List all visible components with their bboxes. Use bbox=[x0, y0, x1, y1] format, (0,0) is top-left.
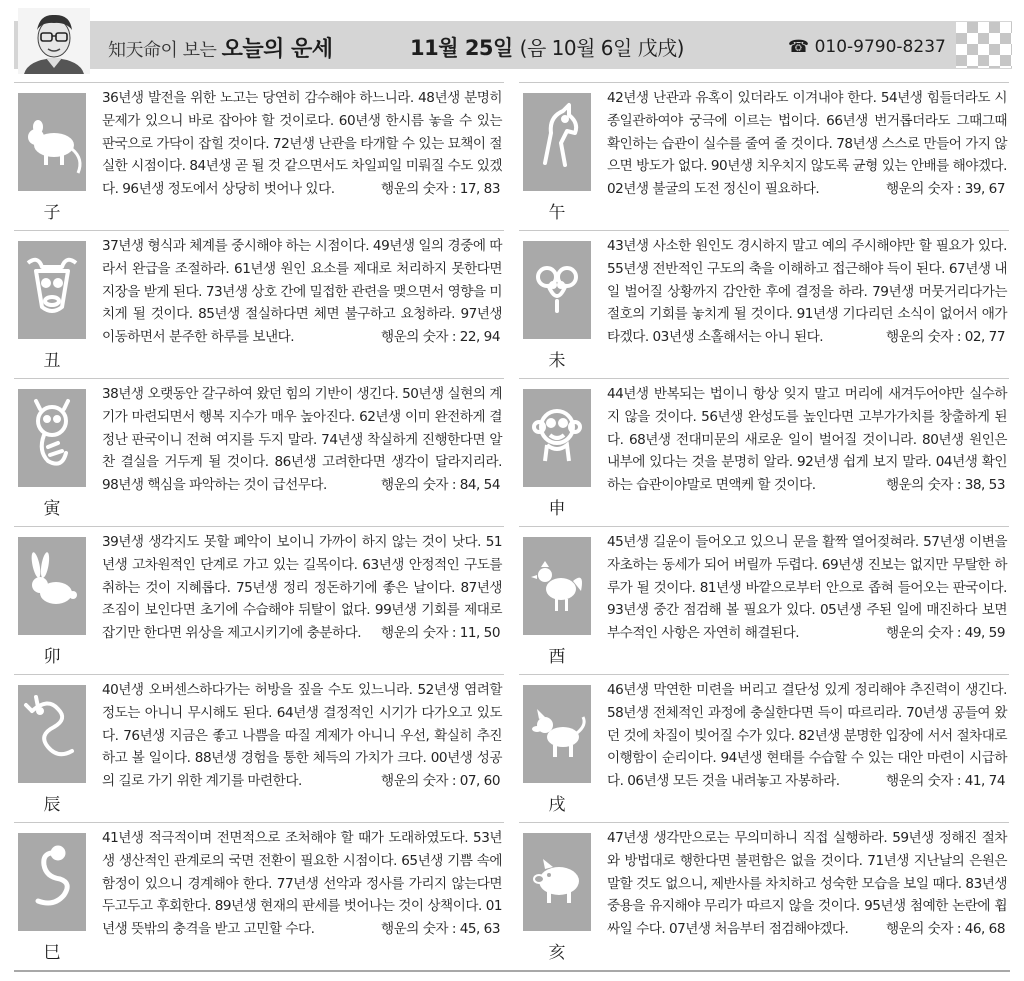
horse-icon bbox=[523, 93, 591, 191]
fortune-text bbox=[102, 383, 502, 497]
zodiac-sign: 寅 bbox=[43, 499, 61, 519]
title-main: 오늘의 운세 bbox=[221, 37, 333, 62]
solar-date: 11월 25일 bbox=[410, 36, 513, 60]
fortune-body: 38년생 오랫동안 갈구하여 왔던 힘의 기반이 생긴다. 50년생 실현의 계기가 마련되면서 행복 지수가 매우 높아진다. 62년생 이미 완전하게 결정난 판국이니 전혀 여지를 두지 말라. 74년생 착실하게 진행한다면 알찬 결실을 거두게 될 것이다. 86년생 고려한다면 생각이 달라지리라. 98년생 핵심을 파악하는 것이 급선무다. bbox=[102, 386, 502, 494]
dog-icon bbox=[523, 685, 591, 783]
snake-icon bbox=[18, 833, 86, 931]
fortune-text bbox=[607, 87, 1007, 201]
ox-icon bbox=[18, 241, 86, 339]
zodiac-sign: 辰 bbox=[43, 795, 61, 815]
lucky-numbers: 행운의 숫자 : 02, 77 bbox=[886, 329, 1005, 346]
zodiac-sign: 丑 bbox=[43, 351, 61, 371]
zodiac-entry-horse bbox=[519, 82, 1009, 231]
checker-pattern-decoration bbox=[956, 22, 1012, 68]
lucky-numbers: 행운의 숫자 : 11, 50 bbox=[381, 625, 500, 642]
fortune-text bbox=[607, 827, 1007, 941]
zodiac-entry-dog bbox=[519, 675, 1009, 823]
lucky-numbers: 행운의 숫자 : 49, 59 bbox=[886, 625, 1005, 642]
lunar-date: (음 10월 6일 戊戌) bbox=[519, 36, 684, 60]
zodiac-entry-pig bbox=[519, 823, 1009, 971]
fortune-body: 42년생 난관과 유혹이 있더라도 이겨내야 한다. 54년생 힘들더라도 시종일관하여야 궁극에 이르는 법이다. 66년생 번거롭더라도 그때그때 확인하는 습관이 실수를 줄여 줄 것이다. 78년생 스스로 만들어 가지 않으면 방도가 없다. 90년생 치우치지 않도록 균형 있는 안배를 해야겠다. 02년생 불굴의 도전 정신이 필요하다. bbox=[607, 90, 1007, 198]
rat-icon bbox=[18, 93, 86, 191]
fortune-text bbox=[607, 383, 1007, 497]
zodiac-sign: 子 bbox=[43, 203, 61, 223]
rabbit-icon bbox=[18, 537, 86, 635]
fortune-body: 44년생 반복되는 법이니 항상 잊지 말고 머리에 새겨두어야만 실수하지 않을 것이다. 56년생 완성도를 높인다면 고부가가치를 창출하게 된다. 68년생 전대미문의 새로운 일이 벌어질 것이니라. 80년생 원인은 내부에 있다는 것을 분명히 알라. 92년생 쉽게 보지 말라. 04년생 확인하는 습관이야말로 면액케 할 것이다. bbox=[607, 386, 1007, 494]
fortune-text bbox=[102, 827, 502, 941]
lucky-numbers: 행운의 숫자 : 38, 53 bbox=[886, 477, 1005, 494]
fortune-body: 46년생 막연한 미련을 버리고 결단성 있게 정리해야 추진력이 생긴다. 58년생 전체적인 과정에 충실한다면 득이 따르리라. 70년생 공들여 왔던 것에 차질이 빚어질 수가 있다. 82년생 분명한 입장에 서서 절차대로 이행함이 순리이다. 94년생 현태를 수습할 수 있는 대안 마련이 시급하다. 06년생 모든 것을 내려놓고 자봉하라. bbox=[607, 682, 1007, 790]
lucky-numbers: 행운의 숫자 : 84, 54 bbox=[381, 477, 500, 494]
zodiac-sign: 申 bbox=[548, 499, 566, 519]
zodiac-column-left bbox=[14, 82, 504, 971]
rooster-icon bbox=[523, 537, 591, 635]
zodiac-sign: 亥 bbox=[548, 943, 566, 963]
sheep-icon bbox=[523, 241, 591, 339]
zodiac-entry-dragon bbox=[14, 675, 504, 823]
tiger-icon bbox=[18, 389, 86, 487]
fortune-text bbox=[102, 87, 502, 201]
lucky-numbers: 행운의 숫자 : 22, 94 bbox=[381, 329, 500, 346]
fortune-body: 47년생 생각만으로는 무의미하니 직접 실행하라. 59년생 정해진 절차와 방법대로 행한다면 불편함은 없을 것이다. 71년생 지난날의 은원은 말할 것도 없으니, 제반사를 차치하고 성숙한 모습을 보일 때다. 83년생 중용을 유지해야 무리가 따르지 않을 것이다. 95년생 첨예한 논란에 휩싸일 수다. 07년생 처음부터 점검해야겠다. bbox=[607, 830, 1007, 938]
zodiac-sign: 卯 bbox=[43, 647, 61, 667]
page-header bbox=[14, 8, 1012, 74]
zodiac-sign: 巳 bbox=[43, 943, 61, 963]
zodiac-entry-rat bbox=[14, 82, 504, 231]
zodiac-entry-rabbit bbox=[14, 527, 504, 675]
fortune-body: 45년생 길운이 들어오고 있으니 문을 활짝 열어젖혀라. 57년생 이변을 자초하는 동세가 되어 버릴까 두렵다. 69년생 진보는 없지만 무탈한 하루가 될 것이다. 81년생 바깥으로부터 안으로 좁혀 들어오는 판국이다. 93년생 중간 점검해 볼 필요가 있다. 05년생 주된 일에 매진하다 보면 부수적인 사항은 자연히 해결된다. bbox=[607, 534, 1007, 642]
bottom-rule bbox=[14, 970, 1010, 972]
monkey-icon bbox=[523, 389, 591, 487]
fortune-body: 39년생 생각지도 못할 폐악이 보이니 가까이 하지 않는 것이 낫다. 51년생 고차원적인 단계로 가고 있는 길목이다. 63년생 안정적인 구도를 취하는 것이 지혜롭다. 75년생 정리 정돈하기에 좋은 날이다. 87년생 조짐이 보인다면 초기에 수습해야 뒤탈이 없다. 99년생 기회를 제대로 잡기만 한다면 위상을 제고시키기에 충분하다. bbox=[102, 534, 502, 642]
column-title bbox=[108, 32, 333, 63]
fortune-text bbox=[607, 679, 1007, 793]
lucky-numbers: 행운의 숫자 : 41, 74 bbox=[886, 773, 1005, 790]
zodiac-sign: 午 bbox=[548, 203, 566, 223]
fortune-body: 37년생 형식과 체계를 중시해야 하는 시점이다. 49년생 일의 경중에 따라서 완급을 조절하라. 61년생 원인 요소를 제대로 처리하지 못한다면 지장을 받게 된다. 73년생 상호 간에 밀접한 관련을 맺으면서 영향을 미치게 될 것이다. 85년생 절실하다면 체면 불구하고 요청하라. 97년생 이동하면서 분주한 하루를 보낸다. bbox=[102, 238, 502, 346]
lucky-numbers: 행운의 숫자 : 17, 83 bbox=[381, 181, 500, 198]
lucky-numbers: 행운의 숫자 : 07, 60 bbox=[381, 773, 500, 790]
zodiac-entry-ox bbox=[14, 231, 504, 379]
zodiac-column-right bbox=[519, 82, 1009, 971]
zodiac-entry-rooster bbox=[519, 527, 1009, 675]
contact-phone: ☎ 010-9790-8237 bbox=[788, 37, 946, 57]
dragon-icon bbox=[18, 685, 86, 783]
zodiac-entry-monkey bbox=[519, 379, 1009, 527]
title-intro: 知天命이 보는 bbox=[108, 40, 222, 61]
fortune-text bbox=[102, 679, 502, 793]
lucky-numbers: 행운의 숫자 : 46, 68 bbox=[886, 921, 1005, 938]
fortune-body: 43년생 사소한 원인도 경시하지 말고 예의 주시해야만 할 필요가 있다. 55년생 전반적인 구도의 축을 이해하고 접근해야 득이 된다. 67년생 내일 벌어질 상황까지 감안한 후에 결정을 하라. 79년생 머뭇거리다가는 절호의 기회를 놓치게 될 것이다. 91년생 기다리던 소식이 없어서 애가 타겠다. 03년생 소홀해서는 아니 된다. bbox=[607, 238, 1007, 346]
zodiac-entry-sheep bbox=[519, 231, 1009, 379]
fortune-body: 41년생 적극적이며 전면적으로 조처해야 할 때가 도래하였도다. 53년생 생산적인 관계로의 국면 전환이 필요한 시점이다. 65년생 기쁨 속에 함정이 있으니 경계해야 한다. 77년생 선악과 정사를 가리지 않는다면 두고두고 후회한다. 89년생 현재의 판세를 벗어나는 것이 상책이다. 01년생 뜻밖의 충격을 받고 고민할 수다. bbox=[102, 830, 502, 938]
zodiac-sign: 戌 bbox=[548, 795, 566, 815]
zodiac-sign: 酉 bbox=[548, 647, 566, 667]
columnist-portrait-icon bbox=[18, 8, 90, 74]
fortune-text bbox=[607, 235, 1007, 349]
fortune-body: 36년생 발전을 위한 노고는 당연히 감수해야 하느니라. 48년생 분명히 문제가 있으니 바로 잡아야 할 것이로다. 60년생 한시름 놓을 수 있는 판국으로 가닥이 잡힐 것이다. 72년생 난관을 타개할 수 있는 묘책이 절실한 시점이다. 84년생 곧 될 것 같으면서도 차일피일 미뤄질 수도 있겠다. 96년생 정도에서 상당히 벗어나 있다. bbox=[102, 90, 502, 198]
zodiac-sign: 未 bbox=[548, 351, 566, 371]
fortune-body: 40년생 오버센스하다가는 허방을 짚을 수도 있느니라. 52년생 염려할 정도는 아니니 무시해도 된다. 64년생 결정적인 시기가 다가오고 있도다. 76년생 지금은 좋고 나쁨을 따질 계제가 아니니 우선, 확실히 추진하고 볼 일이다. 88년생 경험을 통한 체득의 가치가 크다. 00년생 성공의 길로 가기 위한 계기를 마련한다. bbox=[102, 682, 502, 790]
zodiac-entry-tiger bbox=[14, 379, 504, 527]
lucky-numbers: 행운의 숫자 : 39, 67 bbox=[886, 181, 1005, 198]
publish-date bbox=[410, 32, 684, 62]
fortune-text bbox=[607, 531, 1007, 645]
zodiac-entry-snake bbox=[14, 823, 504, 971]
pig-icon bbox=[523, 833, 591, 931]
fortune-text bbox=[102, 235, 502, 349]
lucky-numbers: 행운의 숫자 : 45, 63 bbox=[381, 921, 500, 938]
fortune-text bbox=[102, 531, 502, 645]
